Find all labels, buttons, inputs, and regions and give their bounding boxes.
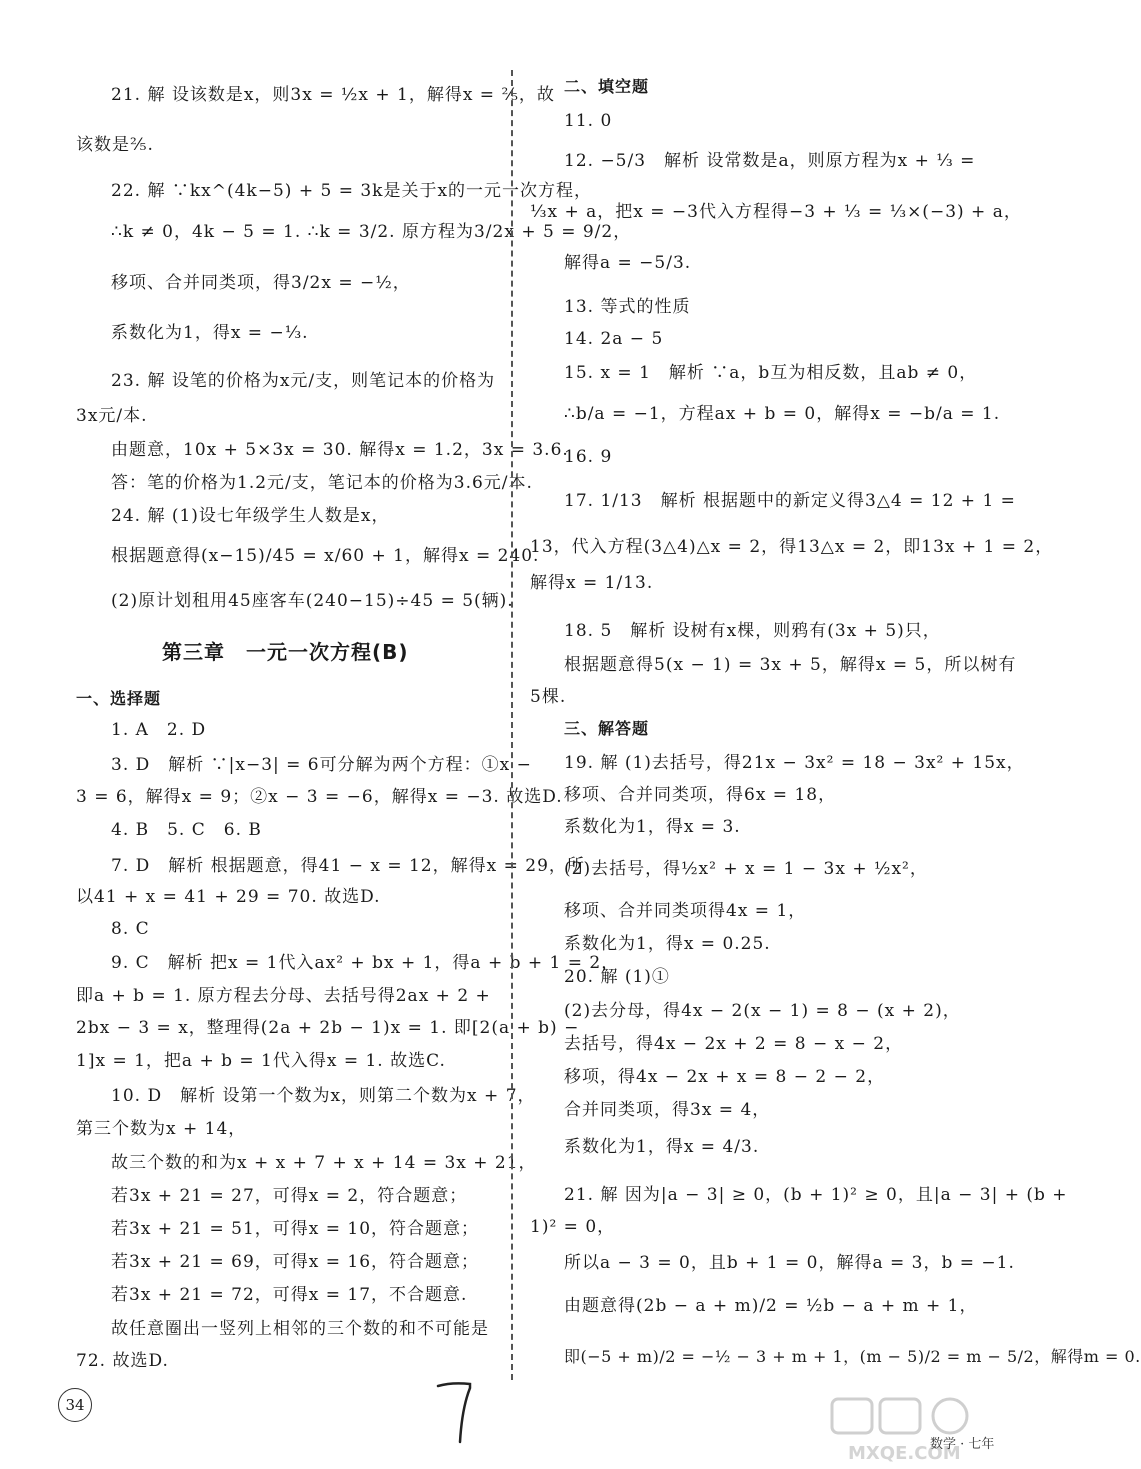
answer-10-line-6: 若3x + 21 = 69，可得x = 16，符合题意； [111, 1252, 480, 1272]
answer-14: 14. 2a − 5 [564, 329, 664, 349]
answer-12-line-1: 12. −5/3 解析 设常数是a，则原方程为x + ⅓ = [564, 151, 976, 171]
answer-13: 13. 等式的性质 [564, 297, 691, 317]
answer-21-line-1: 21. 解 设该数是x，则3x = ½x + 1，解得x = ⅖，故 [111, 85, 555, 105]
answer-22-line-1: 22. 解 ∵kx^(4k−5) + 5 = 3k是关于x的一元一次方程， [111, 181, 593, 201]
answer-16: 16. 9 [564, 447, 613, 467]
page-number: 34 [58, 1388, 92, 1422]
answer-12-line-2: ⅓x + a，把x = −3代入方程得−3 + ⅓ = ⅓×(−3) + a， [530, 202, 1022, 222]
footer-subject: 数学 · 七年 [930, 1437, 995, 1452]
chapter-title: 第三章 一元一次方程(B) [162, 640, 409, 664]
answer-20-line-6: 系数化为1，得x = 4/3. [564, 1137, 760, 1157]
answer-11: 11. 0 [564, 111, 613, 131]
watermark-text: MXQE.COM [848, 1443, 961, 1464]
answer-15-line-1: 15. x = 1 解析 ∵a，b互为相反数，且ab ≠ 0， [564, 363, 978, 383]
watermark-logo [822, 1395, 995, 1464]
answer-9-line-4: 1]x = 1，把a + b = 1代入得x = 1. 故选C. [76, 1051, 446, 1071]
answer-21r-line-1: 21. 解 因为|a − 3| ≥ 0，(b + 1)² ≥ 0，且|a − 3| + (b + [564, 1185, 1068, 1205]
section-choice-heading: 一、选择题 [76, 689, 162, 708]
answer-10-line-8: 故任意圈出一竖列上相邻的三个数的和不可能是 [111, 1319, 489, 1339]
answer-22-line-3: 移项、合并同类项，得3/2x = −½， [111, 273, 411, 293]
answer-15-line-2: ∴b/a = −1，方程ax + b = 0，解得x = −b/a = 1. [564, 404, 1001, 424]
answer-20-line-2: (2)去分母，得4x − 2(x − 1) = 8 − (x + 2)， [564, 1001, 961, 1021]
answer-24-line-3: (2)原计划租用45座客车(240−15)÷45 = 5(辆). [111, 591, 514, 611]
answer-20-line-3: 去括号，得4x − 2x + 2 = 8 − x − 2， [564, 1034, 904, 1054]
answer-21r-line-3: 所以a − 3 = 0，且b + 1 = 0，解得a = 3，b = −1. [564, 1253, 1015, 1273]
column-divider [511, 70, 513, 1380]
answer-10-line-4: 若3x + 21 = 27，可得x = 2，符合题意； [111, 1186, 468, 1206]
answer-10-line-7: 若3x + 21 = 72，可得x = 17，不合题意. [111, 1285, 468, 1305]
answer-23-line-4: 答：笔的价格为1.2元/支，笔记本的价格为3.6元/本. [111, 473, 533, 493]
answer-19-line-6: 系数化为1，得x = 0.25. [564, 934, 771, 954]
answer-7-line-2: 以41 + x = 41 + 29 = 70. 故选D. [76, 887, 381, 907]
section-solve-heading: 三、解答题 [564, 719, 650, 738]
answer-10-line-2: 第三个数为x + 14， [76, 1119, 247, 1139]
answer-24-line-2: 根据题意得(x−15)/45 = x/60 + 1，解得x = 240. [111, 546, 540, 566]
answer-24-line-1: 24. 解 (1)设七年级学生人数是x， [111, 506, 390, 526]
answer-22-line-4: 系数化为1，得x = −⅓. [111, 323, 309, 343]
answer-21r-line-2: 1)² = 0， [530, 1217, 616, 1237]
answer-18-line-2: 根据题意得5(x − 1) = 3x + 5，解得x = 5，所以树有 [564, 655, 1017, 675]
answer-1-2: 1. A 2. D [111, 720, 207, 740]
answer-3-line-1: 3. D 解析 ∵|x−3| = 6可分解为两个方程：①x − [111, 755, 532, 775]
answer-23-line-2: 3x元/本. [76, 406, 148, 426]
answer-20-line-1: 20. 解 (1)① [564, 967, 670, 987]
answer-21-line-2: 该数是⅖. [76, 135, 154, 155]
answer-10-line-1: 10. D 解析 设第一个数为x，则第二个数为x + 7， [111, 1086, 536, 1106]
answer-23-line-3: 由题意，10x + 5×3x = 30. 解得x = 1.2，3x = 3.6. [111, 440, 569, 460]
answer-17-line-1: 17. 1/13 解析 根据题中的新定义得3△4 = 12 + 1 = [564, 491, 1016, 511]
section-fill-heading: 二、填空题 [564, 77, 650, 96]
answer-21r-line-4: 由题意得(2b − a + m)/2 = ½b − a + m + 1， [564, 1296, 978, 1316]
answer-20-line-4: 移项，得4x − 2x + x = 8 − 2 − 2， [564, 1067, 886, 1087]
answer-10-line-5: 若3x + 21 = 51，可得x = 10，符合题意； [111, 1219, 480, 1239]
answer-18-line-1: 18. 5 解析 设树有x棵，则鸦有(3x + 5)只， [564, 621, 941, 641]
answer-8: 8. C [111, 919, 150, 939]
answer-3-line-2: 3 = 6，解得x = 9；②x − 3 = −6，解得x = −3. 故选D. [76, 787, 563, 807]
answer-22-line-2: ∴k ≠ 0，4k − 5 = 1. ∴k = 3/2. 原方程为3/2x + 5 = 9/2， [111, 222, 632, 242]
answer-17-line-2: 13，代入方程(3△4)△x = 2，得13△x = 2，即13x + 1 = 2， [530, 537, 1054, 557]
answer-9-line-3: 2bx − 3 = x，整理得(2a + 2b − 1)x = 1. 即[2(a + b) − [76, 1018, 580, 1038]
answer-12-line-3: 解得a = −5/3. [564, 253, 692, 273]
answer-10-line-3: 故三个数的和为x + x + 7 + x + 14 = 3x + 21， [111, 1153, 537, 1173]
answer-19-line-2: 移项、合并同类项，得6x = 18， [564, 785, 837, 805]
answer-19-line-5: 移项、合并同类项得4x = 1， [564, 901, 807, 921]
answer-19-line-1: 19. 解 (1)去括号，得21x − 3x² = 18 − 3x² + 15x， [564, 753, 1025, 773]
answer-19-line-4: (2)去括号，得½x² + x = 1 − 3x + ½x²， [564, 859, 928, 879]
answer-23-line-1: 23. 解 设笔的价格为x元/支，则笔记本的价格为 [111, 371, 496, 391]
answer-19-line-3: 系数化为1，得x = 3. [564, 817, 741, 837]
answer-18-line-3: 5棵. [530, 687, 567, 707]
answer-17-line-3: 解得x = 1/13. [530, 573, 654, 593]
answer-20-line-5: 合并同类项，得3x = 4， [564, 1100, 771, 1120]
answer-21r-line-5: 即(−5 + m)/2 = −½ − 3 + m + 1，(m − 5)/2 = m − 5/2，解得m = 0. [564, 1347, 1141, 1366]
answer-10-line-9: 72. 故选D. [76, 1351, 169, 1371]
handwritten-seven-mark [432, 1378, 476, 1448]
answer-4-6: 4. B 5. C 6. B [111, 820, 262, 840]
answer-7-line-1: 7. D 解析 根据题意，得41 − x = 12，解得x = 29，所 [111, 856, 585, 876]
answer-9-line-2: 即a + b = 1. 原方程去分母、去括号得2ax + 2 + [76, 986, 491, 1006]
answer-9-line-1: 9. C 解析 把x = 1代入ax² + bx + 1，得a + b + 1 = 2， [111, 953, 620, 973]
